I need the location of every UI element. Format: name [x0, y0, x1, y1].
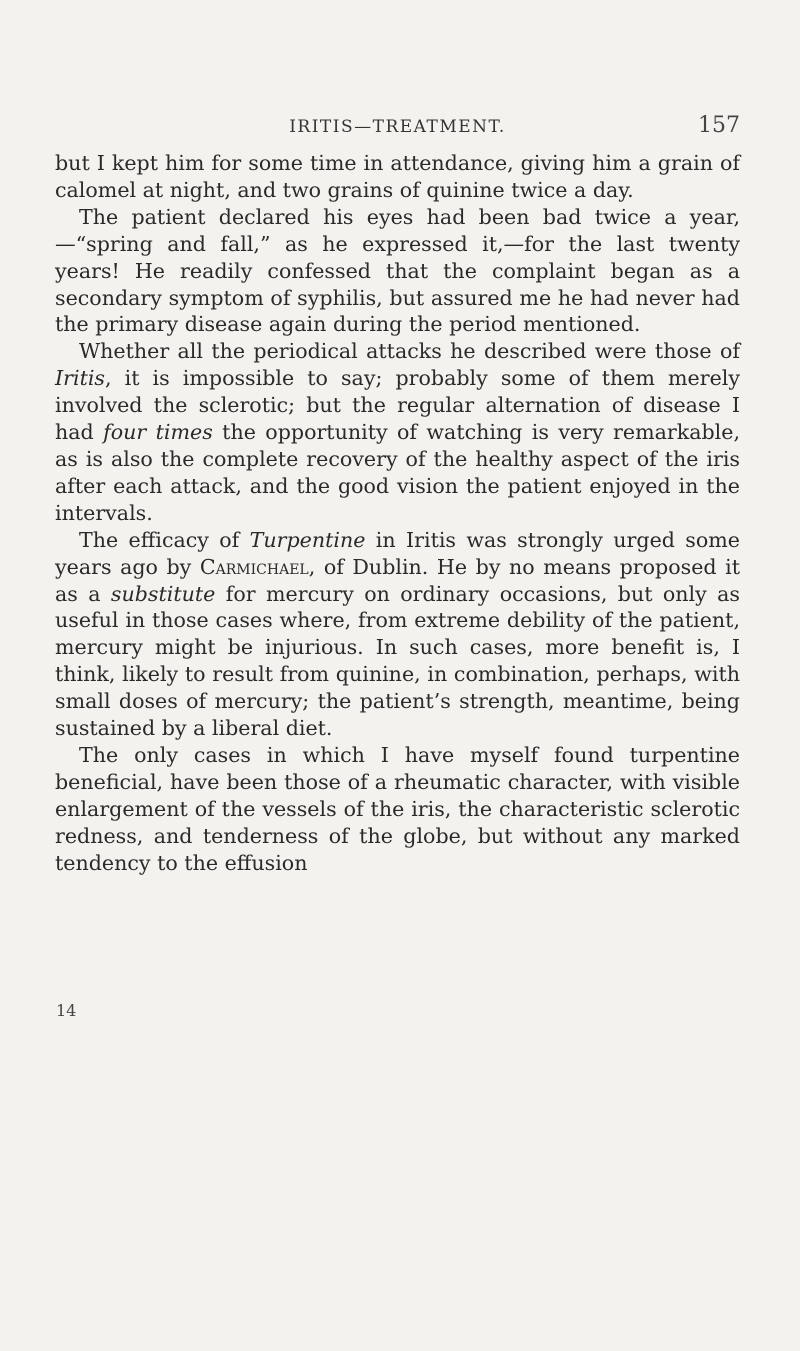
paragraph	[55, 204, 740, 339]
text-segment: the opportunity of watching is very remarkable, as is also the complete recovery of the healthy aspect of the iris after each attack, and the good vision the patient enjoyed in the intervals.	[55, 420, 740, 525]
text-segment: for mercury on ordinary occasions, but only as useful in those cases where, from extreme debility of the patient, mercury might be injurious. In such cases, more benefit is, I think, likely to result from quinine, in combination, perhaps, with small doses of mercury; the patient’s strength, meantime, being sustained by a liberal diet.	[55, 581, 740, 741]
text-segment: , of Dublin. He by no means proposed it as a	[55, 554, 740, 606]
text-segment: in Iritis was strongly urged some years ago by	[55, 527, 740, 579]
text-segment: Iritis	[55, 366, 105, 391]
page-header	[55, 113, 740, 147]
paragraph	[55, 742, 740, 877]
text-segment: Carmichael	[199, 554, 309, 579]
text-segment: four times	[103, 420, 213, 445]
signature-mark: 14	[56, 1001, 77, 1020]
text-segment: but I kept him for some time in attendance, giving him a grain of calomel at night, and two grains of quinine twice a day.	[55, 151, 740, 202]
text-segment: substitute	[110, 581, 216, 606]
text-segment: The patient declared his eyes had been bad twice a year,—“spring and fall,” as he expressed it,—for the last twenty years! He readily confessed that the complaint began as a secondary symptom of syphilis, but assured me he had never had the primary disease again during the period mentioned.	[55, 204, 740, 337]
text-segment: The efficacy of	[79, 527, 250, 552]
text-segment: Turpentine	[249, 527, 366, 552]
body-text	[55, 150, 740, 876]
running-title: IRITIS—TREATMENT.	[289, 117, 506, 137]
text-segment: Whether all the periodical attacks he described were those of	[79, 339, 740, 364]
text-segment: , it is impossible to say; probably some of them merely involved the sclerotic; but the regular alternation of disease I had	[55, 366, 740, 445]
text-segment: The only cases in which I have myself found turpentine beneficial, have been those of a rheumatic character, with visible enlargement of the vessels of the iris, the characteristic sclerotic redness, and tenderness of the globe, but without any marked tendency to the effusion	[55, 742, 740, 875]
paragraph	[55, 338, 740, 526]
paragraph	[55, 150, 740, 204]
page-number: 157	[698, 113, 740, 138]
paragraph	[55, 527, 740, 742]
